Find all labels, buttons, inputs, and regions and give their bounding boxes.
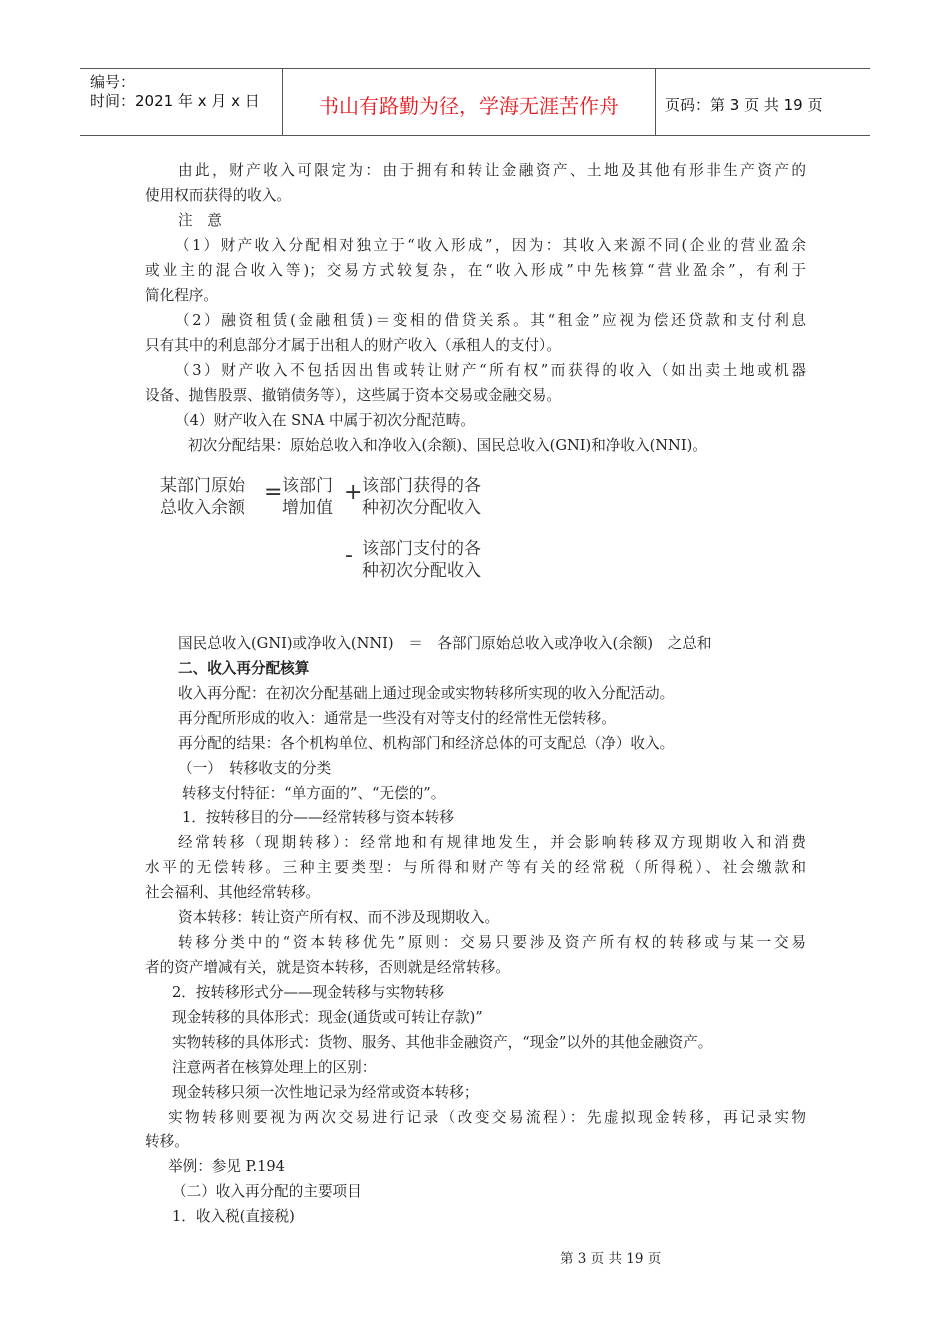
diagram-text: 种初次分配收入 <box>362 561 481 581</box>
diagram-text: 某部门原始 <box>160 476 245 496</box>
paragraph-line: 简化程序。 <box>145 287 218 304</box>
diagram-text: 增加值 <box>282 498 333 518</box>
subsection-heading: （一） 转移收支的分类 <box>178 760 332 777</box>
paragraph-line: 或业主的混合收入等)；交易方式较复杂，在“收入形成”中先核算“营业盈余”，有利于 <box>145 262 806 279</box>
paragraph-line: 注意两者在核算处理上的区别： <box>172 1059 377 1076</box>
paragraph-line: （4）财产收入在 SNA 中属于初次分配范畴。 <box>175 412 475 429</box>
subsection-heading: （二）收入再分配的主要项目 <box>172 1183 362 1200</box>
paragraph-line: 现金转移只须一次性地记录为经常或资本转移； <box>172 1084 479 1101</box>
paragraph-line: 经常转移（现期转移）：经常地和有规律地发生，并会影响转移双方现期收入和消费 <box>178 834 806 851</box>
doc-number-label: 编号： <box>90 73 136 91</box>
paragraph-line: 资本转移：转让资产所有权、而不涉及现期收入。 <box>178 909 500 926</box>
diagram-lhs <box>160 475 245 519</box>
paragraph-line: 1．收入税(直接税) <box>172 1208 295 1225</box>
header-bottom-rule <box>80 135 870 136</box>
paragraph-line: 2．按转移形式分——现金转移与实物转移 <box>172 984 444 1001</box>
paragraph-line: 设备、抛售股票、撤销债务等），这些属于资本交易或金融交易。 <box>145 387 561 404</box>
section-heading: 二、收入再分配核算 <box>178 660 310 677</box>
page-footer: 第 3 页 共 19 页 <box>560 1251 662 1267</box>
diagram-text: 该部门 <box>282 476 333 496</box>
paragraph-line: 水平的无偿转移。三种主要类型：与所得和财产等有关的经常税（所得税）、社会缴款和 <box>145 859 806 876</box>
diagram-text: 该部门获得的各 <box>362 476 481 496</box>
diagram-term-received <box>362 475 481 519</box>
paragraph-line: 再分配所形成的收入：通常是一些没有对等支付的经常性无偿转移。 <box>178 710 616 727</box>
paragraph-line: （2）融资租赁(金融租赁)＝变相的借贷关系。其“租金”应视为偿还贷款和支付利息 <box>175 312 806 329</box>
diagram-text: 总收入余额 <box>160 498 245 518</box>
paragraph-line: 只有其中的利息部分才属于出租人的财产收入（承租人的支付）。 <box>145 337 561 354</box>
paragraph-line: 转移。 <box>145 1133 189 1150</box>
paragraph-line: 者的资产增减有关，就是资本转移，否则就是经常转移。 <box>145 959 510 976</box>
paragraph-line: 现金转移的具体形式：现金(通货或可转让存款)” <box>172 1009 483 1026</box>
diagram-text: 该部门支付的各 <box>362 539 481 559</box>
paragraph-line: 初次分配结果：原始总收入和净收入(余额)、国民总收入(GNI)和净收入(NNI)。 <box>188 437 707 454</box>
header-motto: 书山有路勤为径，学海无涯苦作舟 <box>319 94 619 118</box>
plus-sign: + <box>344 480 363 505</box>
minus-sign: - <box>345 543 353 568</box>
equals-sign: = <box>264 480 283 505</box>
diagram-term-value-added <box>282 475 333 519</box>
diagram-text: 种初次分配收入 <box>362 498 481 518</box>
paragraph-line: 转移分类中的“资本转移优先”原则：交易只要涉及资产所有权的转移或与某一交易 <box>178 934 806 951</box>
paragraph-line: 1．按转移目的分——经常转移与资本转移 <box>182 809 454 826</box>
paragraph-line: 实物转移的具体形式：货物、服务、其他非金融资产，“现金”以外的其他金融资产。 <box>172 1034 713 1051</box>
paragraph-line: 社会福利、其他经常转移。 <box>145 884 321 901</box>
diagram-term-paid <box>362 538 481 582</box>
doc-date-label: 时间：2021 年 x 月 x 日 <box>90 92 260 110</box>
paragraph-line: 实物转移则要视为两次交易进行记录（改变交易流程）：先虚拟现金转移，再记录实物 <box>168 1109 806 1126</box>
paragraph-line: 注 意 <box>178 212 222 229</box>
formula-line: 国民总收入(GNI)或净收入(NNI) ＝ 各部门原始总收入或净收入(余额) 之总和 <box>178 635 712 652</box>
paragraph-line: 再分配的结果：各个机构单位、机构部门和经济总体的可支配总（净）收入。 <box>178 735 675 752</box>
paragraph-line: （1）财产收入分配相对独立于“收入形成”，因为：其收入来源不同(企业的营业盈余 <box>175 237 806 254</box>
page-indicator: 页码：第 3 页 共 19 页 <box>665 96 823 114</box>
paragraph-line: 使用权而获得的收入。 <box>145 187 291 204</box>
paragraph-line: 由此，财产收入可限定为：由于拥有和转让金融资产、土地及其他有形非生产资产的 <box>178 162 806 179</box>
paragraph-line: 收入再分配：在初次分配基础上通过现金或实物转移所实现的收入分配活动。 <box>178 685 675 702</box>
header-top-rule <box>80 68 870 69</box>
paragraph-line: 举例：参见 P.194 <box>168 1158 285 1175</box>
header-divider <box>655 68 656 136</box>
paragraph-line: 转移支付特征：“单方面的”、“无偿的”。 <box>182 785 446 802</box>
paragraph-line: （3）财产收入不包括因出售或转让财产“所有权”而获得的收入（如出卖土地或机器 <box>175 362 806 379</box>
